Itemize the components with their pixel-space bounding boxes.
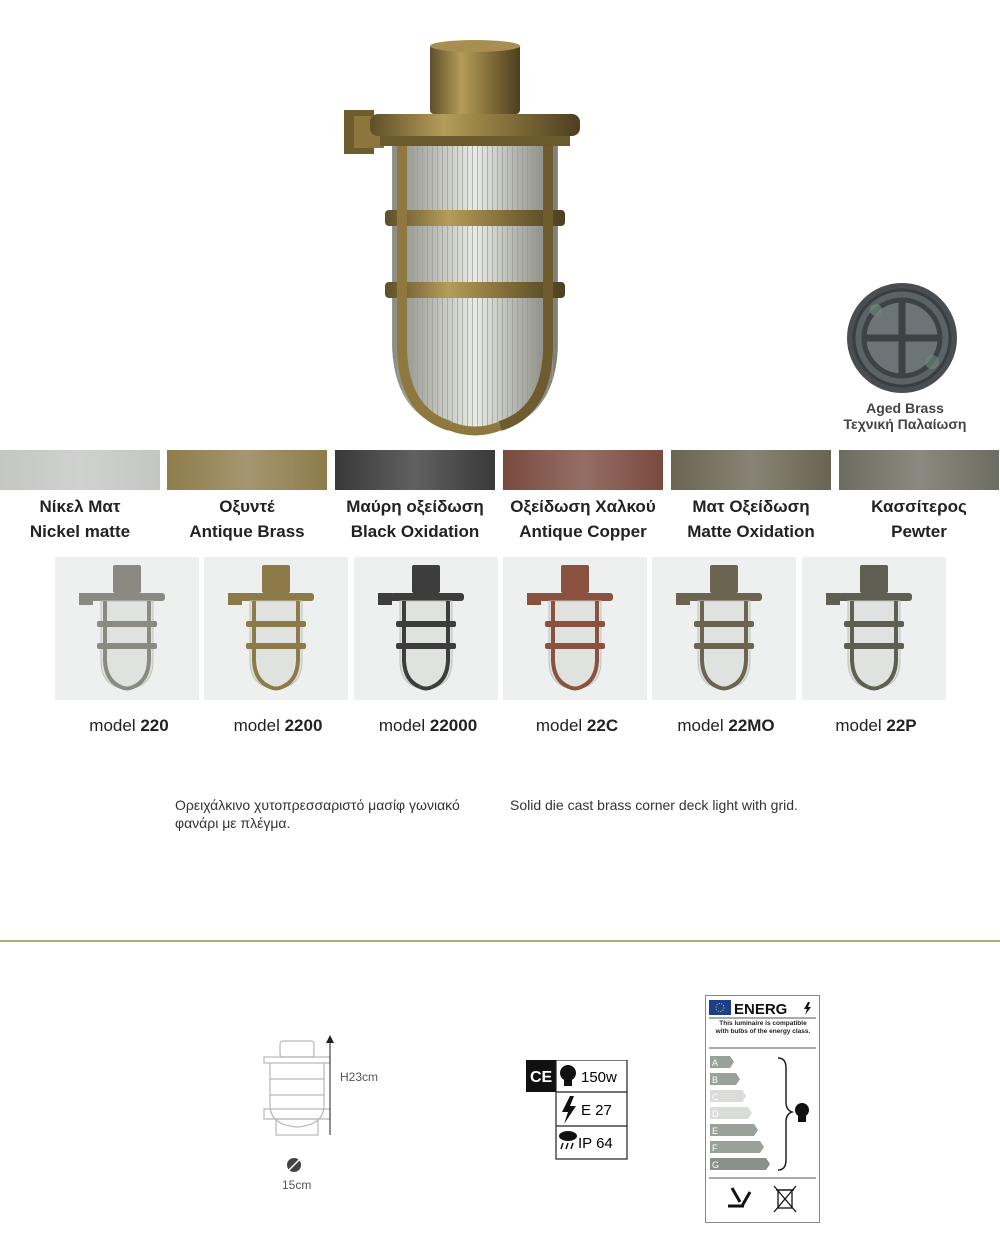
model-label: model 22C [535,716,619,735]
finish-greek: Νίκελ Ματ [39,497,121,516]
finish-swatch-black-oxidation [335,450,495,490]
height-label: H23cm [340,1070,379,1084]
dimension-drawing [250,1035,400,1195]
model-label: model 220 [89,716,169,735]
energy-class: E [712,1126,719,1136]
finish-english: Black Oxidation [350,522,480,541]
model-thumbnail [503,557,647,700]
energy-class: A [712,1058,719,1068]
model-code: 220 [140,716,169,735]
model-thumbnail [802,557,946,700]
section-divider [0,940,1000,942]
energy-class: F [712,1143,718,1153]
ip-rating: IP 64 [578,1135,613,1152]
aged-brass-sample-image [846,282,958,394]
lamp-thumbnail-image [503,557,647,700]
finish-swatch-antique-copper [503,450,663,490]
finish-label [499,494,667,544]
model-label: model 22P [835,716,917,735]
lamp-thumbnail-image [354,557,498,700]
model-code: 22MO [728,716,775,735]
finish-label [163,494,331,544]
finish-swatch-nickel-matte [0,450,160,490]
finish-greek: Ματ Οξείδωση [692,497,810,516]
model-code: 22000 [429,716,478,735]
energy-title: ENERG [734,1001,788,1018]
description-greek: Ορειχάλκινο χυτοπρεσσαριστό μασίφ γωνιακό φανάρι με πλέγμα. [175,797,460,831]
energy-class: C [712,1092,719,1102]
finish-label [667,494,835,544]
energy-class: G [712,1160,720,1170]
lamp-thumbnail-image [652,557,796,700]
energy-class: B [712,1075,719,1085]
finish-label [331,494,499,544]
model-label: model 2200 [233,716,323,735]
finish-english: Pewter [891,522,947,541]
finish-swatch-pewter [839,450,999,490]
finish-english: Matte Oxidation [687,522,815,541]
finish-greek: Οξυντέ [219,497,275,516]
model-thumbnail [55,557,199,700]
socket: E 27 [581,1102,612,1119]
model-label: model 22MO [677,716,775,735]
ce-mark: CE [530,1069,553,1086]
finish-greek: Κασσίτερος [871,497,967,516]
diameter-label: 15cm [282,1178,312,1192]
description-english: Solid die cast brass corner deck light with grid. [510,797,798,813]
finish-greek: Οξείδωση Χαλκού [510,497,656,516]
energy-label [705,995,820,1223]
finish-english: Antique Brass [189,522,305,541]
model-code: 2200 [284,716,323,735]
lamp-thumbnail-image [55,557,199,700]
finish-greek: Μαύρη οξείδωση [346,497,484,516]
finish-label [0,494,164,544]
model-thumbnail [652,557,796,700]
aged-brass-caption [830,400,980,432]
model-thumbnail [354,557,498,700]
aged-brass-greek: Τεχνική Παλαίωση [843,416,967,432]
specs-block [526,1060,628,1160]
model-code: 22P [886,716,917,735]
finish-english: Antique Copper [519,522,647,541]
energy-note: This luminaire is compatible with bulbs of the energy class. [715,1020,811,1035]
finish-swatch-matte-oxidation [671,450,831,490]
finish-english: Nickel matte [29,522,131,541]
finish-label [835,494,1000,544]
lamp-thumbnail-image [204,557,348,700]
finish-swatch-antique-brass [167,450,327,490]
weee-bin-icon [774,1186,796,1212]
recycle-icon [728,1188,750,1206]
model-label: model 22000 [378,716,478,735]
aged-brass-english: Aged Brass [866,400,944,416]
lamp-product-image [330,40,630,440]
energy-bulb-icon [795,1103,809,1122]
model-code: 22C [586,716,619,735]
wattage: 150w [581,1069,617,1086]
lamp-thumbnail-image [802,557,946,700]
energy-class: D [712,1109,719,1119]
model-thumbnail [204,557,348,700]
